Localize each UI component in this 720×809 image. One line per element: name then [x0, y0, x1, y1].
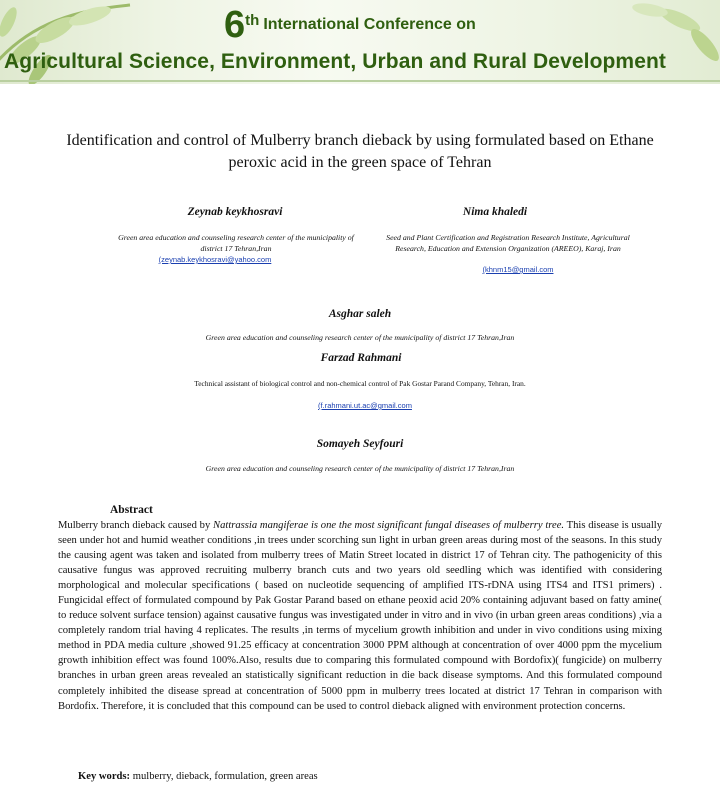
- author-name-4: Farzad Rahmani: [320, 352, 402, 364]
- conference-number-suffix: th: [245, 12, 260, 29]
- abstract-text: This disease is usually seen under hot and humid weather conditions ,in trees under scorching sun light in urban green areas during most of the seasons. In this study the causing agent was taken and isolated from mulberry trees of Matin Street located in district 17 of Tehran city. The pathogenicity of this causative fungus was approved recruiting mulberry branch cuts and two years old seedling which was identified with considering morphological and molecular specifications ( based on nucleotide sequencing of amplified ITS-rDNA using ITS4 and ITS1 primers) . Fungicidal effect of formulated compound by Pak Gostar Parand based on ethane peoxid acid 20% containing adjuvant based on fatty amine( to reduce solvent surface tension) against causative fungus was investigated under in vitro and in vivo (in urban green areas conditions) ,via a completely random trial having 4 replicates. The results ,in terms of mycelium growth inhibition and under in vivo conditions using mixing method in PDA media culture ,showed 91.25 efficacy at concentration 3000 PPM although at concentration of over 4000 ppm the mycelium growth inhibition effect was found 100%.Also, results due to comparing this formulated compound with Bordofix)( fungicide) on mulberry branches in urban green areas revealed an statistically significant reduction in die back disease symptoms. And this formulated compound completely inhibited the disease spread at concentration of 5000 ppm in mulberry trees located at district 17 Tehran in comparison with Bordofix. Therefore, it is concluded that this compound can be used to control dieback aligned with environment protection concerns.: [58, 520, 662, 712]
- conference-edition: [224, 4, 476, 47]
- author-affiliation-4: Technical assistant of biological control and non-chemical control of Pak Gostar Parand Company, Tehran, Iran.: [194, 379, 526, 388]
- conference-banner: [0, 0, 720, 84]
- keywords: [78, 771, 318, 782]
- author-affiliation-5: Green area education and counseling research center of the municipality of district 17 Tehran,Iran: [205, 464, 515, 473]
- paper-title: Identification and control of Mulberry branch dieback by using formulated based on Ethane peroxic acid in the green space of Tehran: [66, 132, 654, 171]
- abstract-heading: Abstract: [110, 504, 153, 516]
- conference-title-line2: Agricultural Science, Environment, Urban and Rural Development: [4, 50, 667, 73]
- author-name-5: Somayeh Seyfouri: [316, 438, 404, 450]
- keywords-value: mulberry, dieback, formulation, green areas: [130, 771, 318, 782]
- author-affiliation-2: Seed and Plant Certification and Registration Research Institute, Agricultural Research, Education and Extension Organization (AREEO), Karaj, Iran: [386, 233, 630, 253]
- author-name-3: Asghar saleh: [328, 308, 392, 320]
- abstract-species: Nattrassia mangiferae is one the most significant fungal diseases of mulberry tree.: [213, 520, 565, 531]
- conference-title-line1: International Conference on: [263, 16, 476, 33]
- author-affiliation-1: Green area education and counseling research center of the municipality of district 17 Tehran,Iran: [118, 233, 354, 253]
- abstract-lead: Mulberry branch dieback caused by: [58, 520, 214, 531]
- banner-divider: [0, 80, 720, 82]
- author-name-2: Nima khaledi: [462, 206, 528, 218]
- conference-number: 6: [224, 4, 246, 46]
- abstract-body: [58, 518, 662, 714]
- author-email-4[interactable]: (f.rahmani.ut.ac@gmail.com: [318, 401, 412, 410]
- author-affiliation-3: Green area education and counseling research center of the municipality of district 17 Tehran,Iran: [205, 333, 515, 342]
- author-name-1: Zeynab keykhosravi: [187, 206, 283, 218]
- author-email-1[interactable]: (zeynab.keykhosravi@yahoo.com: [158, 255, 272, 264]
- keywords-label: Key words:: [78, 771, 131, 782]
- author-email-2[interactable]: (khnm15@gmail.com: [482, 265, 554, 274]
